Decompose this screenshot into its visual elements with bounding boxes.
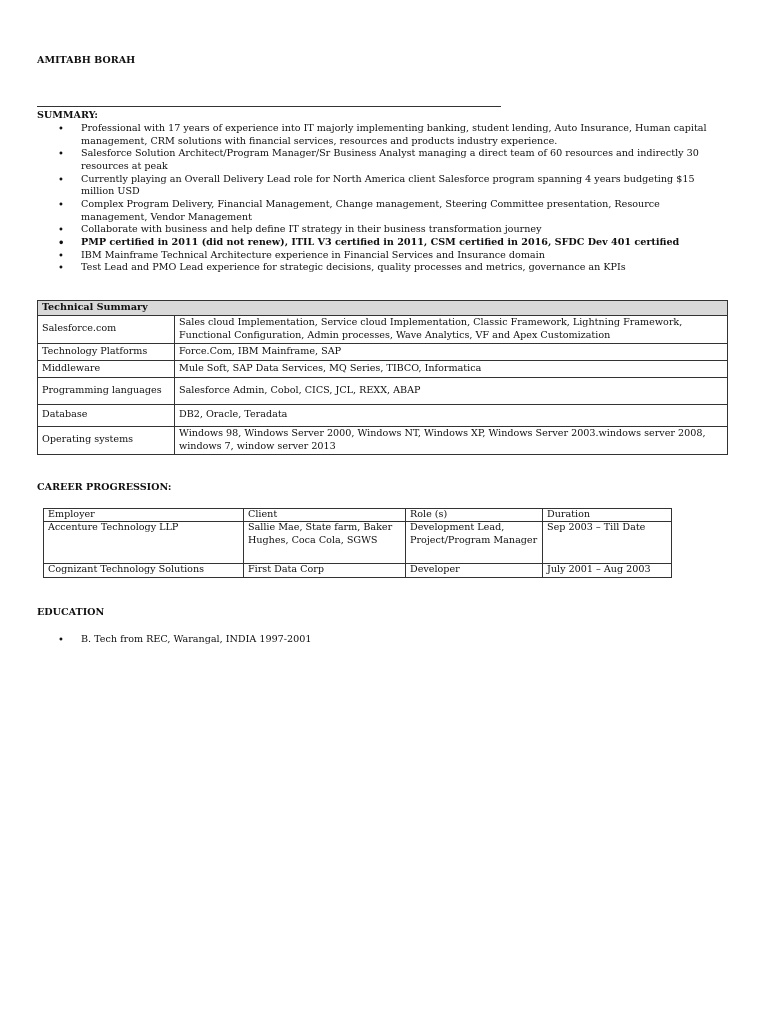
- client-cell: First Data Corp: [244, 564, 406, 577]
- career-heading: CAREER PROGRESSION:: [37, 482, 172, 493]
- summary-item: • Currently playing an Overall Delivery Lead role for North America client Salesforce program spanning 4 years budgeting $15 million USD: [37, 174, 727, 199]
- summary-item: • Salesforce Solution Architect/Program Manager/Sr Business Analyst managing a direct team of 60 resources and indirectly 30 resources at peak: [37, 148, 727, 173]
- tech-key: Database: [38, 405, 175, 427]
- technical-summary-heading: Technical Summary: [38, 301, 728, 316]
- role-cell: Developer: [406, 564, 543, 577]
- tech-value: DB2, Oracle, Teradata: [175, 405, 728, 427]
- tech-key: Programming languages: [38, 378, 175, 405]
- summary-list: [37, 123, 727, 275]
- tech-key: Operating systems: [38, 427, 175, 455]
- tech-value: Windows 98, Windows Server 2000, Windows NT, Windows XP, Windows Server 2003.windows server 2008, windows 7, window server 2013: [175, 427, 728, 455]
- header-divider: [37, 106, 501, 107]
- summary-item: • IBM Mainframe Technical Architecture experience in Financial Services and Insurance domain: [37, 250, 727, 263]
- summary-item: • Test Lead and PMO Lead experience for strategic decisions, quality processes and metrics, governance an KPIs: [37, 262, 727, 275]
- table-row: [44, 522, 672, 564]
- summary-item-certifications: • PMP certified in 2011 (did not renew), ITIL V3 certified in 2011, CSM certified in 2016, SFDC Dev 401 certified: [37, 237, 727, 250]
- employer-cell: Accenture Technology LLP: [44, 522, 244, 564]
- technical-summary-table: [37, 300, 728, 455]
- summary-item: • Collaborate with business and help define IT strategy in their business transformation journey: [37, 224, 727, 237]
- career-table: [43, 508, 672, 578]
- education-item: • B. Tech from REC, Warangal, INDIA 1997-2001: [37, 634, 637, 647]
- tech-key: Salesforce.com: [38, 316, 175, 344]
- employer-cell: Cognizant Technology Solutions: [44, 564, 244, 577]
- summary-item: • Complex Program Delivery, Financial Management, Change management, Steering Committee presentation, Resource management, Vendor Management: [37, 199, 727, 224]
- role-cell: Development Lead, Project/Program Manager: [406, 522, 543, 564]
- table-row: [38, 378, 728, 405]
- tech-value: Salesforce Admin, Cobol, CICS, JCL, REXX, ABAP: [175, 378, 728, 405]
- client-cell: Sallie Mae, State farm, Baker Hughes, Coca Cola, SGWS: [244, 522, 406, 564]
- career-header-row: [44, 509, 672, 522]
- column-header-employer: Employer: [44, 509, 244, 522]
- column-header-role: Role (s): [406, 509, 543, 522]
- education-list: [37, 634, 637, 647]
- summary-heading: SUMMARY:: [37, 110, 98, 121]
- duration-cell: Sep 2003 – Till Date: [543, 522, 672, 564]
- tech-key: Technology Platforms: [38, 344, 175, 361]
- duration-cell: July 2001 – Aug 2003: [543, 564, 672, 577]
- summary-item: • Professional with 17 years of experience into IT majorly implementing banking, student lending, Auto Insurance, Human capital management, CRM solutions with financial services, resources and products industry experience.: [37, 123, 727, 148]
- table-row: [38, 316, 728, 344]
- column-header-client: Client: [244, 509, 406, 522]
- table-row: [38, 361, 728, 378]
- tech-value: Sales cloud Implementation, Service cloud Implementation, Classic Framework, Lightning Framework, Functional Configuration, Admin processes, Wave Analytics, VF and Apex Customization: [175, 316, 728, 344]
- tech-key: Middleware: [38, 361, 175, 378]
- column-header-duration: Duration: [543, 509, 672, 522]
- tech-value: Force.Com, IBM Mainframe, SAP: [175, 344, 728, 361]
- tech-value: Mule Soft, SAP Data Services, MQ Series, TIBCO, Informatica: [175, 361, 728, 378]
- table-row: [38, 427, 728, 455]
- candidate-name: AMITABH BORAH: [37, 55, 136, 66]
- table-row: [38, 405, 728, 427]
- table-row: [38, 344, 728, 361]
- education-heading: EDUCATION: [37, 607, 105, 618]
- technical-summary-header-row: [38, 301, 728, 316]
- table-row: [44, 564, 672, 577]
